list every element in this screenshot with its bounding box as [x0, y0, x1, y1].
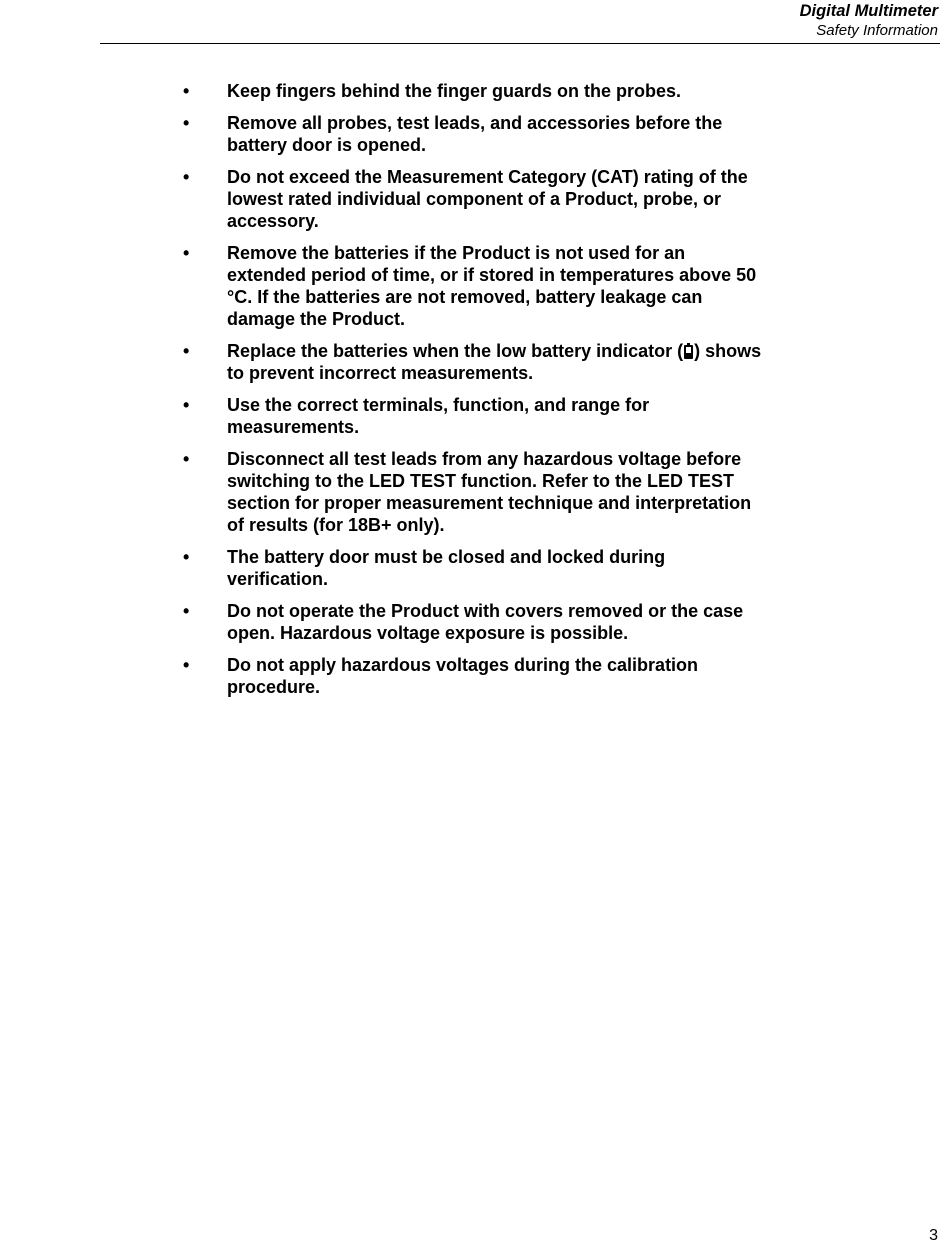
- list-item-text: Do not exceed the Measurement Category (CAT) rating of the lowest rated individual component of a Product, probe, or accessory.: [227, 167, 748, 231]
- page-header: [100, 0, 940, 44]
- document-title: Digital Multimeter: [799, 2, 938, 20]
- bullet-icon: •: [183, 81, 190, 101]
- list-item: [183, 340, 783, 384]
- list-item-text: Remove the batteries if the Product is not used for an extended period of time, or if stored in temperatures above 50 °C. If the batteries are not removed, battery leakage can damage the Product.: [227, 243, 757, 329]
- safety-bullet-list: [183, 80, 783, 708]
- list-item: [183, 80, 783, 102]
- list-item: [183, 654, 783, 698]
- list-item: [183, 242, 783, 330]
- bullet-icon: •: [183, 341, 190, 361]
- bullet-icon: •: [183, 167, 190, 187]
- list-item: [183, 448, 783, 536]
- list-item: [183, 546, 783, 590]
- page-number: 3: [929, 1227, 938, 1244]
- list-item-text: Disconnect all test leads from any hazardous voltage before switching to the LED TEST function. Refer to the LED TEST section for proper measurement technique and interpretation of results (for 18B+ only).: [227, 449, 752, 535]
- bullet-icon: •: [183, 243, 190, 263]
- list-item-text-after-icon: ) shows to prevent incorrect measurements.: [227, 341, 762, 383]
- list-item-text: Remove all probes, test leads, and accessories before the battery door is opened.: [227, 113, 723, 155]
- bullet-icon: •: [183, 113, 190, 133]
- list-item: [183, 112, 783, 156]
- list-item-text-before-icon: Replace the batteries when the low battery indicator (: [227, 341, 684, 361]
- list-item: [183, 600, 783, 644]
- list-item-text: Do not operate the Product with covers removed or the case open. Hazardous voltage exposure is possible.: [227, 601, 744, 643]
- bullet-icon: •: [183, 395, 190, 415]
- bullet-icon: •: [183, 547, 190, 567]
- list-item-text: The battery door must be closed and locked during verification.: [227, 547, 666, 589]
- bullet-icon: •: [183, 449, 190, 469]
- list-item: [183, 166, 783, 232]
- list-item-text: Keep fingers behind the finger guards on the probes.: [227, 81, 682, 101]
- section-title: Safety Information: [816, 22, 938, 39]
- list-item-text: Use the correct terminals, function, and range for measurements.: [227, 395, 650, 437]
- list-item: [183, 394, 783, 438]
- list-item-text: Do not apply hazardous voltages during the calibration procedure.: [227, 655, 699, 697]
- bullet-icon: •: [183, 655, 190, 675]
- list-item-text: [227, 340, 767, 384]
- low-battery-icon: [684, 345, 693, 359]
- bullet-icon: •: [183, 601, 190, 621]
